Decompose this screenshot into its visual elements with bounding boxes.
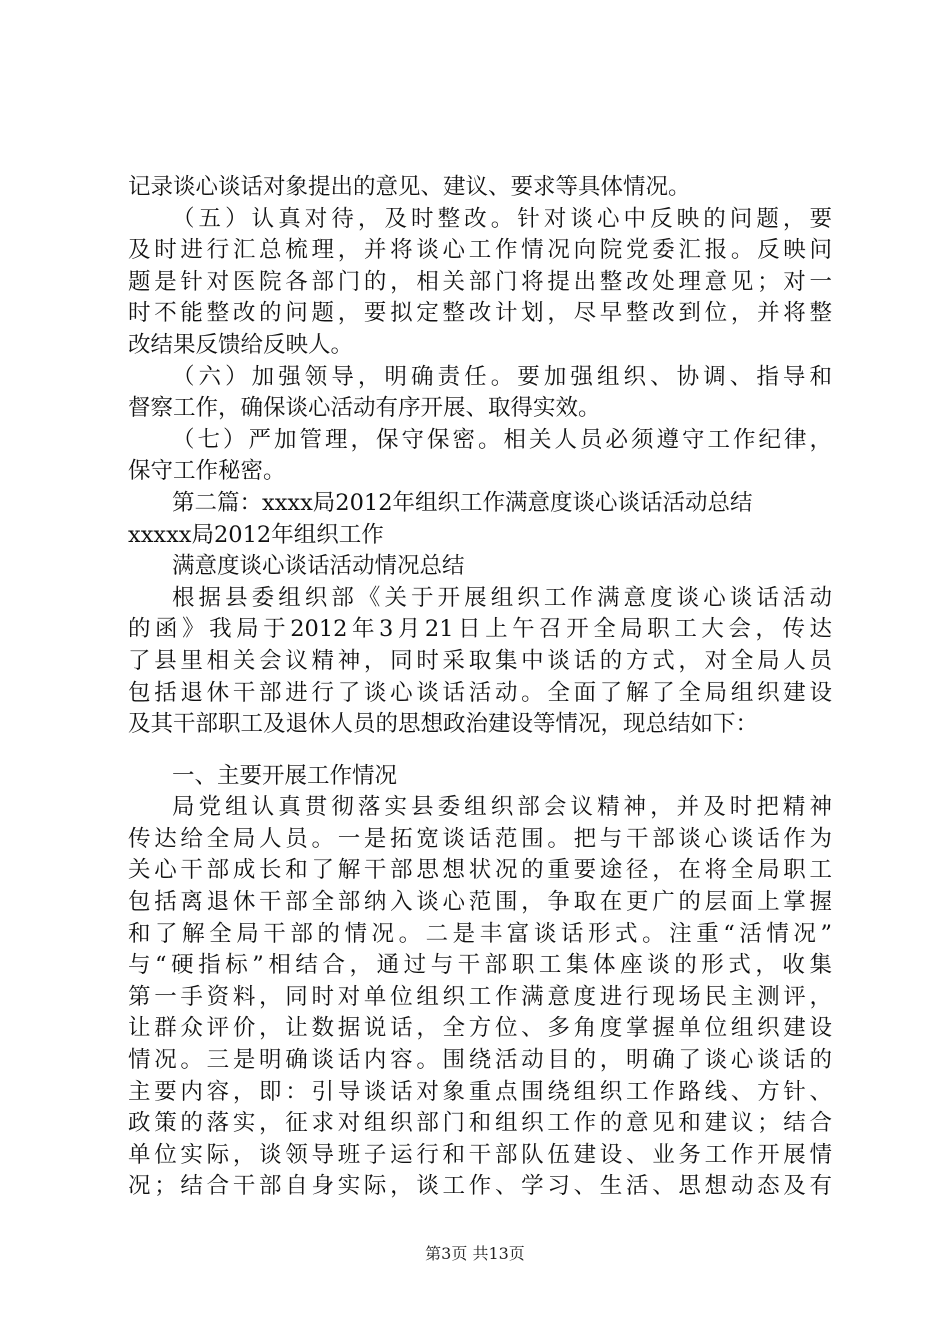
text-line: 及其干部职工及退休人员的思想政治建设等情况，现总结如下： xyxy=(128,711,759,738)
text-line: 题是针对医院各部门的，相关部门将提出整改处理意见；对一 xyxy=(128,268,832,295)
text-line: 的函》我局于2012年3月21日上午召开全局职工大会，传达 xyxy=(128,616,832,643)
text-line: 第一手资料，同时对单位组织工作满意度进行现场民主测评， xyxy=(128,983,832,1010)
text-line: 关心干部成长和了解干部思想状况的重要途径，在将全局职工 xyxy=(128,857,832,884)
text-line: 及时进行汇总梳理，并将谈心工作情况向院党委汇报。反映问 xyxy=(128,237,832,264)
section-heading: 一、主要开展工作情况 xyxy=(172,762,398,789)
text-line: 改结果反馈给反映人。 xyxy=(128,331,354,358)
text-line: 情况。三是明确谈话内容。围绕活动目的，明确了谈心谈话的 xyxy=(128,1047,832,1074)
text-line: xxxxx局2012年组织工作 xyxy=(128,521,384,548)
text-line: 时不能整改的问题，要拟定整改计划，尽早整改到位，并将整 xyxy=(128,300,832,327)
text-line: 与“硬指标”相结合，通过与干部职工集体座谈的形式，收集 xyxy=(128,952,832,979)
text-line: 了县里相关会议精神，同时采取集中谈话的方式，对全局人员 xyxy=(128,647,832,674)
text-line: 政策的落实，征求对组织部门和组织工作的意见和建议；结合 xyxy=(128,1110,832,1137)
section-heading: 第二篇：xxxx局2012年组织工作满意度谈心谈话活动总结 xyxy=(172,489,753,516)
paragraph-gap xyxy=(128,741,832,761)
text-line: （五）认真对待，及时整改。针对谈心中反映的问题，要 xyxy=(172,205,832,232)
text-line: 单位实际，谈领导班子运行和干部队伍建设、业务工作开展情 xyxy=(128,1141,832,1168)
text-line: 满意度谈心谈话活动情况总结 xyxy=(172,553,465,580)
document-body xyxy=(128,172,832,1203)
text-line: （七）严加管理，保守保密。相关人员必须遵守工作纪律， xyxy=(172,426,832,453)
page-footer: 第3页 共13页 xyxy=(425,1244,525,1263)
text-line: 包括退休干部进行了谈心谈话活动。全面了解了全局组织建设 xyxy=(128,679,832,706)
text-line: 包括离退休干部全部纳入谈心范围，争取在更广的层面上掌握 xyxy=(128,889,832,916)
text-line: 督察工作，确保谈心活动有序开展、取得实效。 xyxy=(128,395,601,422)
text-line: 保守工作秘密。 xyxy=(128,458,286,485)
text-line: 让群众评价，让数据说话，全方位、多角度掌握单位组织建设 xyxy=(128,1015,832,1042)
text-line: 传达给全局人员。一是拓宽谈话范围。把与干部谈心谈话作为 xyxy=(128,825,832,852)
text-line: （六）加强领导，明确责任。要加强组织、协调、指导和 xyxy=(172,363,832,390)
text-line: 记录谈心谈话对象提出的意见、建议、要求等具体情况。 xyxy=(128,174,691,200)
text-line: 和了解全局干部的情况。二是丰富谈话形式。注重“活情况” xyxy=(128,920,832,947)
text-line: 局党组认真贯彻落实县委组织部会议精神，并及时把精神 xyxy=(172,794,832,821)
text-line: 况；结合干部自身实际，谈工作、学习、生活、思想动态及有 xyxy=(128,1173,832,1200)
text-line: 根据县委组织部《关于开展组织工作满意度谈心谈话活动 xyxy=(172,584,832,611)
text-line: 主要内容，即：引导谈话对象重点围绕组织工作路线、方针、 xyxy=(128,1078,832,1105)
